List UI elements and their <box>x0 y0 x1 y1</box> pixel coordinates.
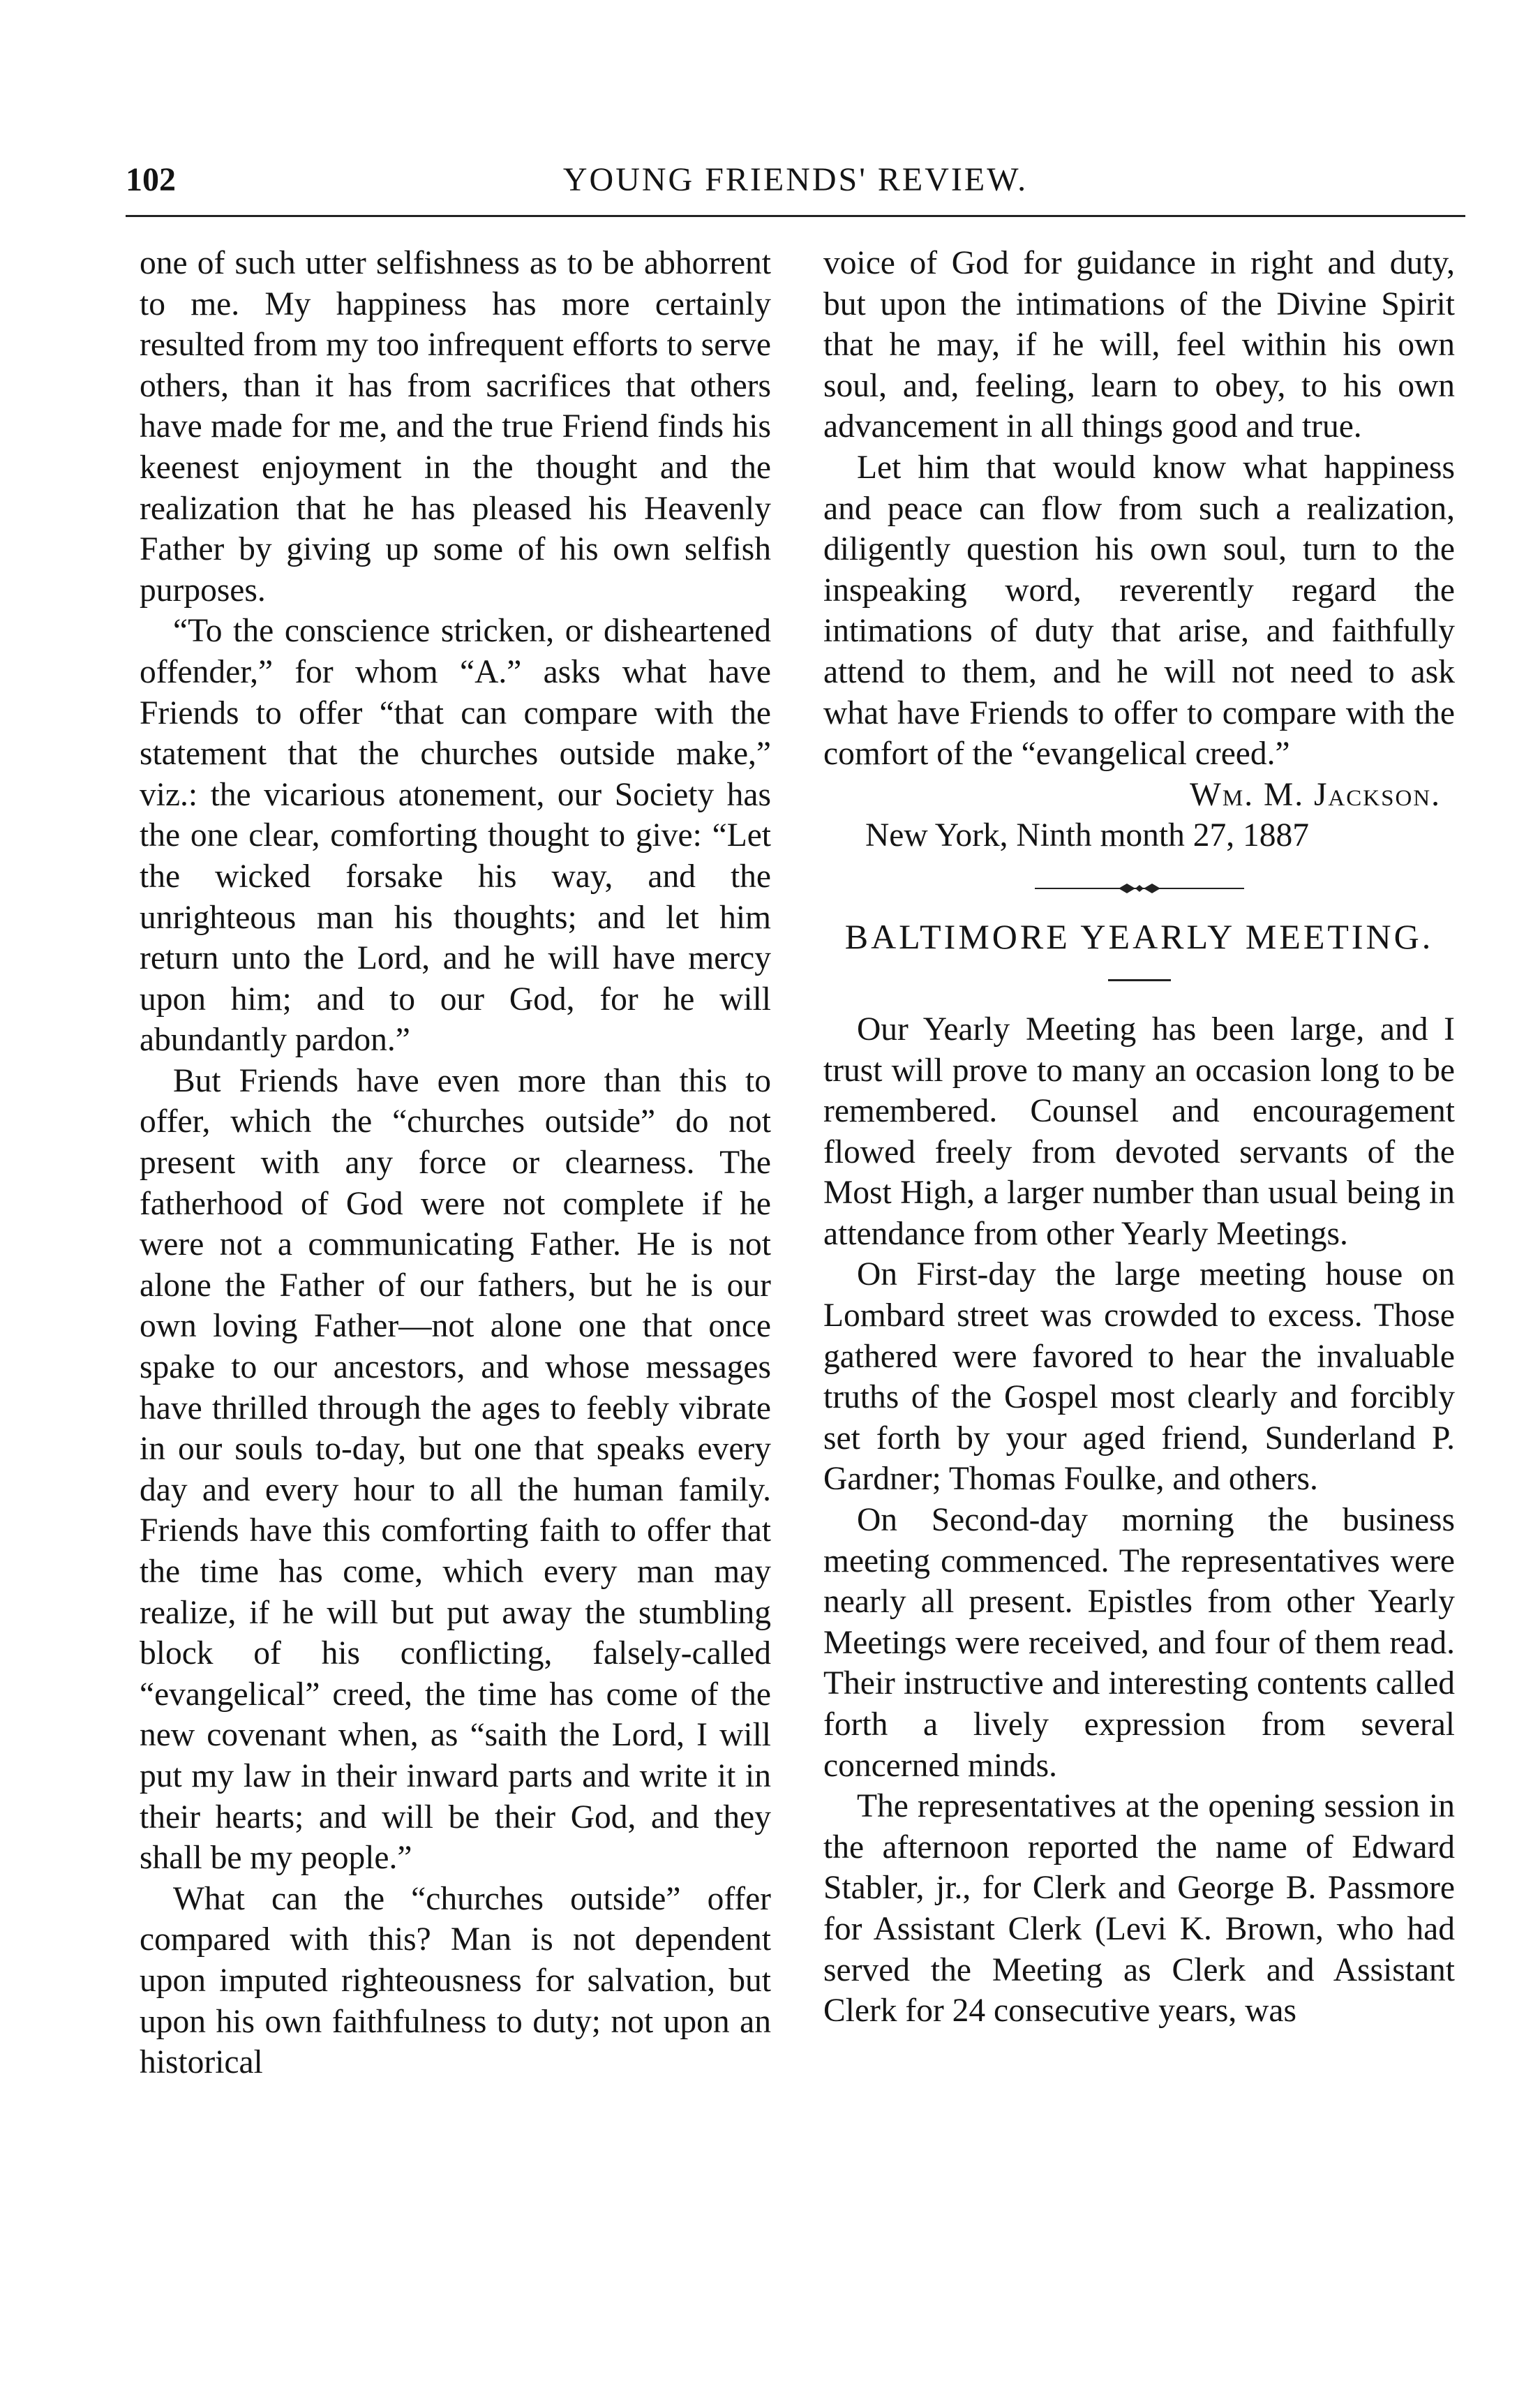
paragraph: But Friends have even more than this to offer, which the “churches outside” do not present with any force or clearness. The fatherhood of God were not complete if he were not a communicating Father. He is not alone the Father of our fathers, but he is our own loving Father—not alone one that once spake to our ancestors, and whose messages have thrilled through the ages to feebly vibrate in our souls to-day, but one that speaks every day and every hour to all the human family. Friends have this comforting faith to offer that the time has come, which every man may realize, if he will but put away the stumbling block of his conflicting, falsely-called “evangelical” creed, the time has come of the new covenant when, as “saith the Lord, I will put my law in their inward parts and write it in their hearts; and will be their God, and they shall be my people.” <box>140 1062 771 1877</box>
right-column <box>823 243 1455 2032</box>
header-rule <box>126 215 1465 217</box>
paragraph: On First-day the large meeting house on Lombard street was crowded to excess. Those gathered were favored to hear the invaluable truths of the Gospel most clearly and forcibly set forth by your aged friend, Sunderland P. Gardner; Thomas Foulke, and others. <box>823 1256 1455 1498</box>
page-number: 102 <box>126 161 176 198</box>
paragraph: The representatives at the opening session in the afternoon reported the name of Edward Stabler, jr., for Clerk and George B. Passmore for Assistant Clerk (Levi K. Brown, who had served the Meeting as Clerk and Assistant Clerk for 24 consecutive years, was <box>823 1788 1455 2030</box>
ornament-divider <box>1035 881 1244 895</box>
paragraph: What can the “churches outside” offer compared with this? Man is not dependent upon imputed righteousness for salvation, but upon his own faithfulness to duty; not upon an historical <box>140 1880 771 2081</box>
dateline: New York, Ninth month 27, 1887 <box>865 817 1310 854</box>
paragraph: Let him that would know what happiness and peace can flow from such a realization, diligently question his own soul, turn to the inspeaking word, reverently regard the intimations of duty that arise, and faithfully attend to them, and he will not need to ask what have Friends to offer to compare with the comfort of the “evangelical creed.” <box>823 449 1455 773</box>
running-title: YOUNG FRIENDS' REVIEW. <box>562 161 1029 198</box>
paragraph: “To the conscience stricken, or disheartened offender,” for whom “A.” asks what have Friends to offer “that can compare with the statement that the churches outside make,” viz.: the vicarious atonement, our Society has the one clear, comforting thought to give: “Let the wicked forsake his way, and the unrighteous man his thoughts; and let him return unto the Lord, and he will have mercy upon him; and to our God, for he will abundantly pardon.” <box>140 613 771 1059</box>
page-header <box>126 161 1465 223</box>
left-column <box>140 243 771 2083</box>
paragraph: On Second-day morning the business meeting commenced. The representatives were nearly all present. Epistles from other Yearly Meetings were received, and four of them read. Their instructive and interesting contents called forth a lively expression from several concerned minds. <box>823 1502 1455 1784</box>
section-title: BALTIMORE YEARLY MEETING. <box>844 916 1434 956</box>
paragraph: Our Yearly Meeting has been large, and I trust will prove to many an occasion long to be remembered. Counsel and encouragement flowed freely from devoted servants of the Most High, a larger number than usual being in attendance from other Yearly Meetings. <box>823 1011 1455 1252</box>
paragraph: voice of God for guidance in right and duty, but upon the intimations of the Divine Spirit that he may, if he will, feel within his own soul, and, feeling, learn to obey, to his own advancement in all things good and true. <box>823 245 1455 445</box>
title-rule <box>1108 979 1171 981</box>
author-signature: Wm. M. Jackson. <box>1190 776 1441 813</box>
paragraph: one of such utter selfishness as to be abhorrent to me. My happiness has more certainly resulted from my too infrequent efforts to serve others, than it has from sacrifices that others have made for me, and the true Friend finds his keenest enjoyment in the thought and the realization that he has pleased his Heavenly Father by giving up some of his own selfish purposes. <box>140 245 771 609</box>
